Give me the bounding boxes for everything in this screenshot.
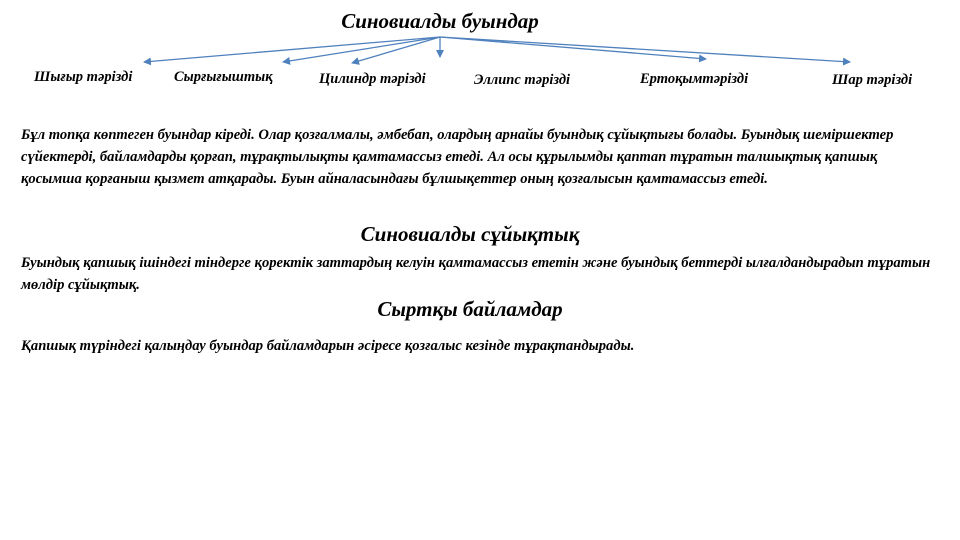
intro-paragraph: Бұл топқа көптеген буындар кіреді. Олар қозғалмалы, әмбебап, олардың арнайы буындық сұйықтығы болады. Буындық шеміршектер сүйектерді, байламдарды қорғап, тұрақтылықты қамтамассыз етеді. Ал осы құрылымды қаптап тұратын талшықтық қапшық қосымша қорғаныш қызмет атқарады. Буын айналасындағы бұлшықеттер оның қозғалысын қамтамассыз етеді.: [21, 127, 894, 187]
type-label-ellipse: Эллипс тәрізді: [474, 72, 571, 88]
section-heading-synovial-fluid: Синовиалды сұйықтық: [360, 222, 580, 246]
section-text-external-ligaments: Қапшық түріндегі қалыңдау буындар байламдарын әсіресе қозғалыс кезінде тұрақтандырады.: [21, 338, 635, 354]
section-text-synovial-fluid: Буындық қапшық ішіндегі тіндерге қоректік заттардың келуін қамтамассыз ететін және буындық беттерді ылғалдандырадып тұратын мөлдір сұйықтық.: [21, 255, 931, 293]
type-label-gliding: Сырғығыштық: [174, 69, 273, 85]
type-label-ball: Шар тәрізді: [832, 72, 913, 88]
page-title: Синовиалды буындар: [341, 9, 539, 33]
arrow-to-type-2: [283, 37, 440, 62]
type-label-saddle: Ертоқымтәрізді: [640, 71, 749, 87]
arrow-to-type-6: [440, 37, 850, 62]
type-label-hinge: Шығыр тәрізді: [34, 69, 133, 85]
type-label-cylinder: Цилиндр тәрізді: [319, 71, 426, 87]
section-heading-external-ligaments: Сыртқы байламдар: [377, 297, 563, 321]
arrow-to-type-5: [440, 37, 706, 59]
